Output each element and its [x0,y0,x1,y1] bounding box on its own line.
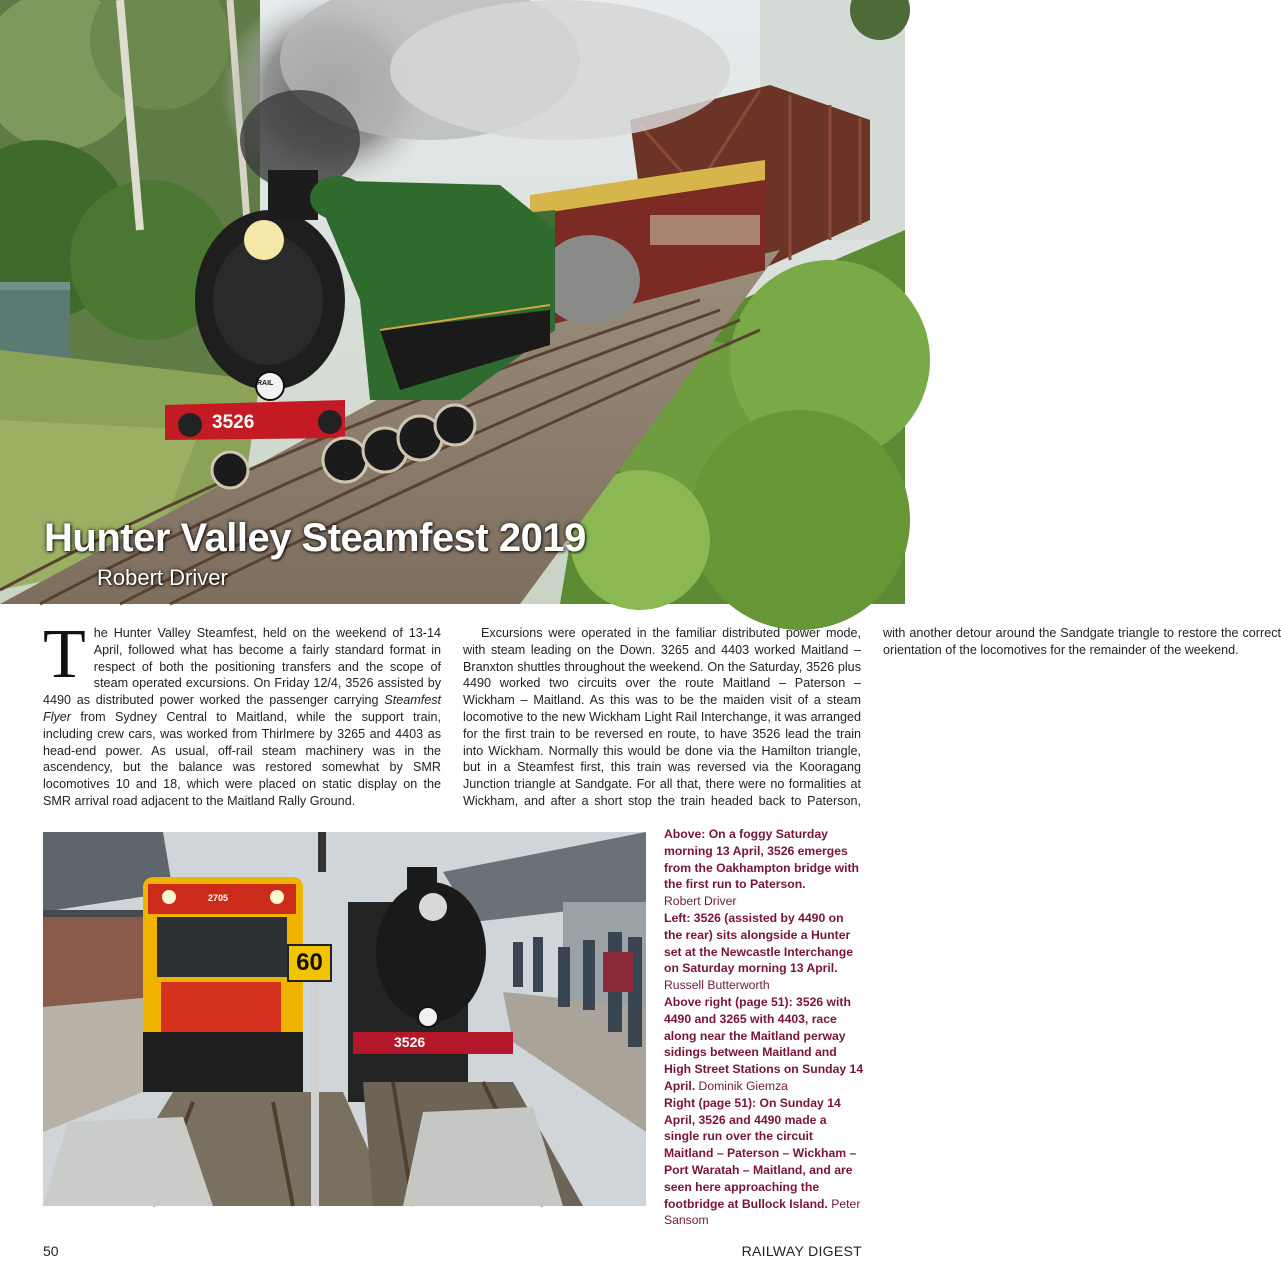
article-paragraph-1 [43,616,441,810]
caption-label: Above: [664,827,706,841]
article-byline: Robert Driver [97,565,228,590]
speed-sign: 60 [287,944,332,982]
hero-locomotive-number: 3526 [212,412,255,433]
hero-illustration [0,0,905,604]
caption-above-right [664,994,864,1095]
hero-photo [0,0,905,604]
train-name: Steamfest Flyer [43,693,441,724]
photo-captions [664,826,864,1229]
caption-right [664,1095,864,1229]
photo-credit: Robert Driver [664,894,737,909]
caption-text: On Sunday 14 April, 3526 and 4490 made a single run over the circuit Maitland – Paterson – Wickham – Port Waratah – Maitland, and are seen here approaching the footbridge at Bullock Island. [664,1095,857,1211]
station-photo [43,832,646,1206]
photo-credit: Russell Butterworth [664,978,770,993]
caption-label: Left: [664,910,691,925]
photo-credit: Dominik Giemza [698,1078,788,1093]
article-title: Hunter Valley Steamfest 2019 [44,516,586,560]
hero-headboard: RAIL [257,380,274,387]
station-locomotive-number: 3526 [394,1034,426,1050]
station-illustration [43,832,646,1206]
drop-cap: T [43,616,86,693]
caption-label: Above right (page 51): [664,994,793,1009]
caption-left [664,910,864,994]
caption-text: 3526 (assisted by 4490 on the rear) sits alongside a Hunter set at the Newcastle Interchange on Saturday morning 13 April. [664,910,853,976]
caption-text: On a foggy Saturday morning 13 April, 3526 emerges from the Oakhampton bridge with the first run to Paterson. [664,827,860,892]
article-paragraph-2: Excursions were operated in the familiar distributed power mode, with steam leading on the Down. 3265 and 4403 worked Maitland – Branxton shuttles throughout the weekend. On the Saturday, 3526 plus 4490 worked two circuits over the route Maitland – Paterson – Wickham – Maitland. As this was to be the maiden visit of a steam locomotive to the new Wickham Light Rail Interchange, it was arranged for the first train to be reversed en route, to have 3526 lead the train into Wickham. Normally this would be done via the Hamilton triangle, but in a Steamfest first, this train was reversed via the Kooragang Junction triangle at Sandgate. For all that, there were no formalities at Wickham, and after a short stop the train headed back to Paterson, with another detour around the Sandgate triangle to restore the correct orientation of the locomotives for the remainder of the weekend. [463,626,1281,808]
page-number: 50 [43,1243,59,1259]
photo-credit: Peter Sansom [664,1196,861,1228]
paragraph-1-start: he Hunter Valley Steamfest, held on the weekend of 13-14 April, followed what has become a fairly standard format in respect of both the positioning transfers and the scope of steam operated excursions. On Friday 12/4, 3526 assisted by 4490 as distributed power worked the passenger carrying [43,626,441,708]
paragraph-1-end: from Sydney Central to Maitland, while the support train, including crew cars, was worked from Thirlmere by 3265 and 4403 as head-end power. As usual, off-rail steam machinery was in the ascendency, but the balance was restored somewhat by SMR locomotives 10 and 18, which were placed on static display on the SMR arrival road adjacent to the Maitland Rally Ground. [43,709,441,808]
article-body [43,616,1281,815]
caption-text: 3526 with 4490 and 3265 with 4403, race along near the Maitland perway sidings between Maitland and High Street Stations on Sunday 14 April. [664,994,864,1093]
magazine-name: RAILWAY DIGEST [741,1243,862,1259]
railcar-unit-number: 2705 [208,893,229,903]
caption-above [664,826,864,910]
caption-label: Right (page 51): [664,1095,757,1110]
